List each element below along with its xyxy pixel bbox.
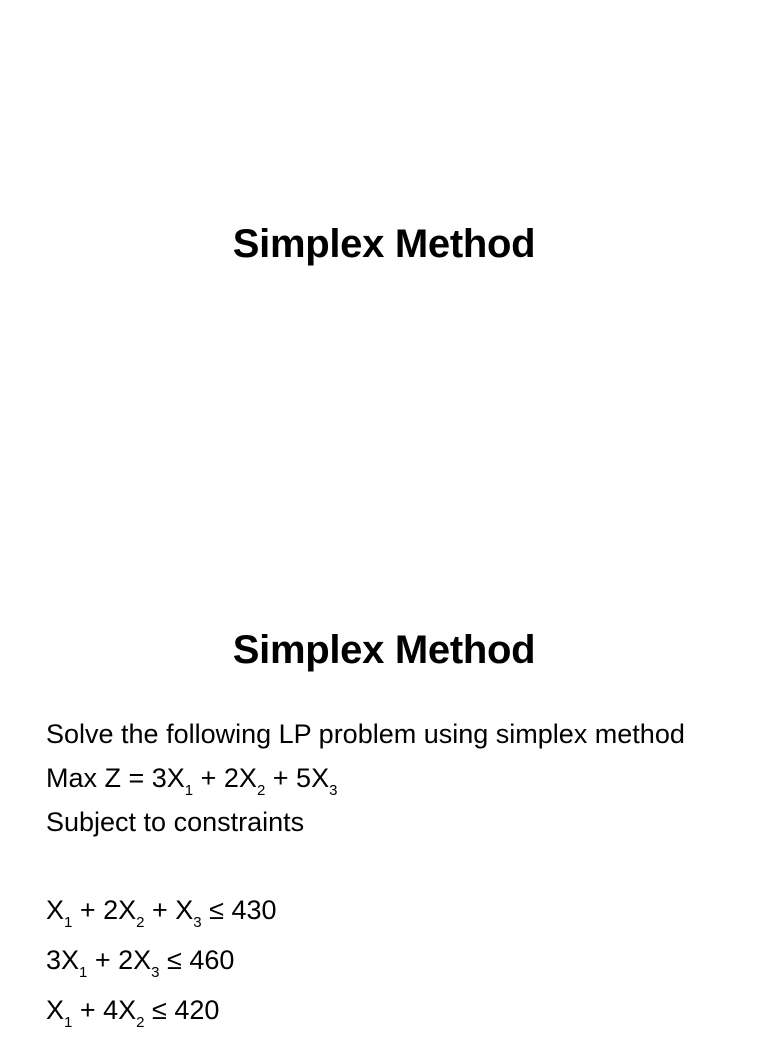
constraint-2: $3X_1 + 2X_3 \le 460$ [46,945,235,981]
subject-to-label: Subject to constraints [46,807,305,837]
slide-title-page [0,0,768,512]
constraint-3: $X_1 + 4X_2 \le 420$ [46,995,220,1031]
problem-body [46,712,746,1038]
blank-gap [46,844,746,888]
objective-function: Max $Z = 3X_1 + 2X_2 + 5X_3$ [46,763,338,799]
constraint-1: $X_1 + 2X_2 + X_3 \le 430$ [46,895,277,931]
slide-problem-statement [0,512,768,1031]
slide-2-title: Simplex Method [232,628,536,672]
slide-1-title: Simplex Method [232,222,536,266]
problem-intro: Solve the following LP problem using simplex method [46,719,685,749]
